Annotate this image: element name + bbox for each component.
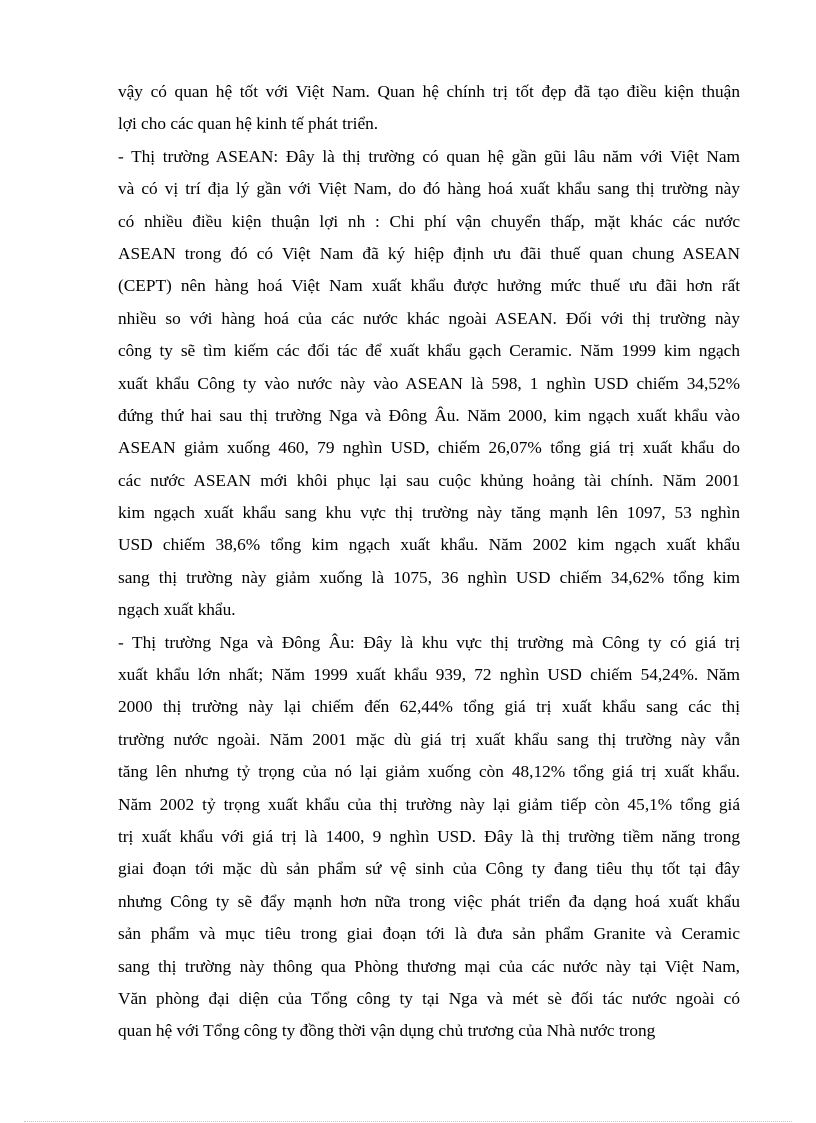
text-line: USD chiếm 38,6% tổng kim ngạch xuất khẩu. Năm 2002 kim ngạch xuất khẩu bbox=[118, 535, 740, 555]
text-line: có nhiều điều kiện thuận lợi nh : Chi phí vận chuyển thấp, mặt khác các nước bbox=[118, 211, 740, 231]
text-line: trường nước ngoài. Năm 2001 mặc dù giá trị xuất khẩu sang thị trường này vẫn bbox=[118, 729, 740, 749]
text-line: ASEAN trong đó có Việt Nam đã ký hiệp định ưu đãi thuế quan chung ASEAN bbox=[118, 243, 740, 263]
text-line: 2000 thị trường này lại chiếm đến 62,44% tổng giá trị xuất khẩu sang các thị bbox=[118, 697, 740, 717]
text-line: xuất khẩu lớn nhất; Năm 1999 xuất khẩu 939, 72 nghìn USD chiếm 54,24%. Năm bbox=[118, 665, 740, 685]
text-line: trị xuất khẩu với giá trị là 1400, 9 nghìn USD. Đây là thị trường tiềm năng trong bbox=[118, 826, 740, 846]
text-line: nhiều so với hàng hoá của các nước khác ngoài ASEAN. Đối với thị trường này bbox=[118, 308, 740, 328]
text-line: sang thị trường này giảm xuống là 1075, 36 nghìn USD chiếm 34,62% tổng kim bbox=[118, 567, 740, 587]
text-line: nhưng Công ty sẽ đẩy mạnh hơn nữa trong việc phát triển đa dạng hoá xuất khẩu bbox=[118, 891, 740, 911]
text-line: công ty sẽ tìm kiếm các đối tác để xuất khẩu gạch Ceramic. Năm 1999 kim ngạch bbox=[118, 341, 740, 361]
text-line: xuất khẩu Công ty vào nước này vào ASEAN là 598, 1 nghìn USD chiếm 34,52% bbox=[118, 373, 740, 393]
text-line: giai đoạn tới mặc dù sản phẩm sứ vệ sinh của Công ty đang tiêu thụ tốt tại đây bbox=[118, 859, 740, 879]
text-line: và có vị trí địa lý gần với Việt Nam, do đó hàng hoá xuất khẩu sang thị trường này bbox=[118, 179, 740, 199]
text-line: sản phẩm và mục tiêu trong giai đoạn tới là đưa sản phẩm Granite và Ceramic bbox=[118, 924, 740, 944]
text-line: các nước ASEAN mới khôi phục lại sau cuộc khủng hoảng tài chính. Năm 2001 bbox=[118, 470, 740, 490]
text-line: Năm 2002 tỷ trọng xuất khẩu của thị trường này lại giảm tiếp còn 45,1% tổng giá bbox=[118, 794, 740, 814]
text-line: ASEAN giảm xuống 460, 79 nghìn USD, chiếm 26,07% tổng giá trị xuất khẩu do bbox=[118, 438, 740, 458]
text-line: Văn phòng đại diện của Tổng công ty tại Nga và mét sè đối tác nước ngoài có bbox=[118, 988, 740, 1008]
text-line: - Thị trường Nga và Đông Âu: Đây là khu vực thị trường mà Công ty có giá trị bbox=[118, 632, 740, 652]
text-line: lợi cho các quan hệ kinh tế phát triển. bbox=[118, 114, 379, 134]
text-line: đứng thứ hai sau thị trường Nga và Đông Âu. Năm 2000, kim ngạch xuất khẩu vào bbox=[118, 405, 740, 425]
text-line: sang thị trường này thông qua Phòng thương mại của các nước này tại Việt Nam, bbox=[118, 956, 740, 976]
text-line: vậy có quan hệ tốt với Việt Nam. Quan hệ chính trị tốt đẹp đã tạo điều kiện thuận bbox=[118, 82, 740, 101]
text-line: ngạch xuất khẩu. bbox=[118, 600, 236, 620]
text-line: (CEPT) nên hàng hoá Việt Nam xuất khẩu được hưởng mức thuế ưu đãi hơn rất bbox=[118, 276, 740, 296]
text-line: - Thị trường ASEAN: Đây là thị trường có quan hệ gần gũi lâu năm với Việt Nam bbox=[118, 146, 740, 166]
page-bottom-rule bbox=[24, 1121, 792, 1122]
text-line: tăng lên nhưng tỷ trọng của nó lại giảm xuống còn 48,12% tổng giá trị xuất khẩu. bbox=[118, 762, 740, 782]
body-text bbox=[118, 76, 740, 1048]
text-line: kim ngạch xuất khẩu sang khu vực thị trường này tăng mạnh lên 1097, 53 nghìn bbox=[118, 503, 740, 523]
text-line: quan hệ với Tổng công ty đồng thời vận dụng chủ trương của Nhà nước trong bbox=[118, 1021, 656, 1041]
